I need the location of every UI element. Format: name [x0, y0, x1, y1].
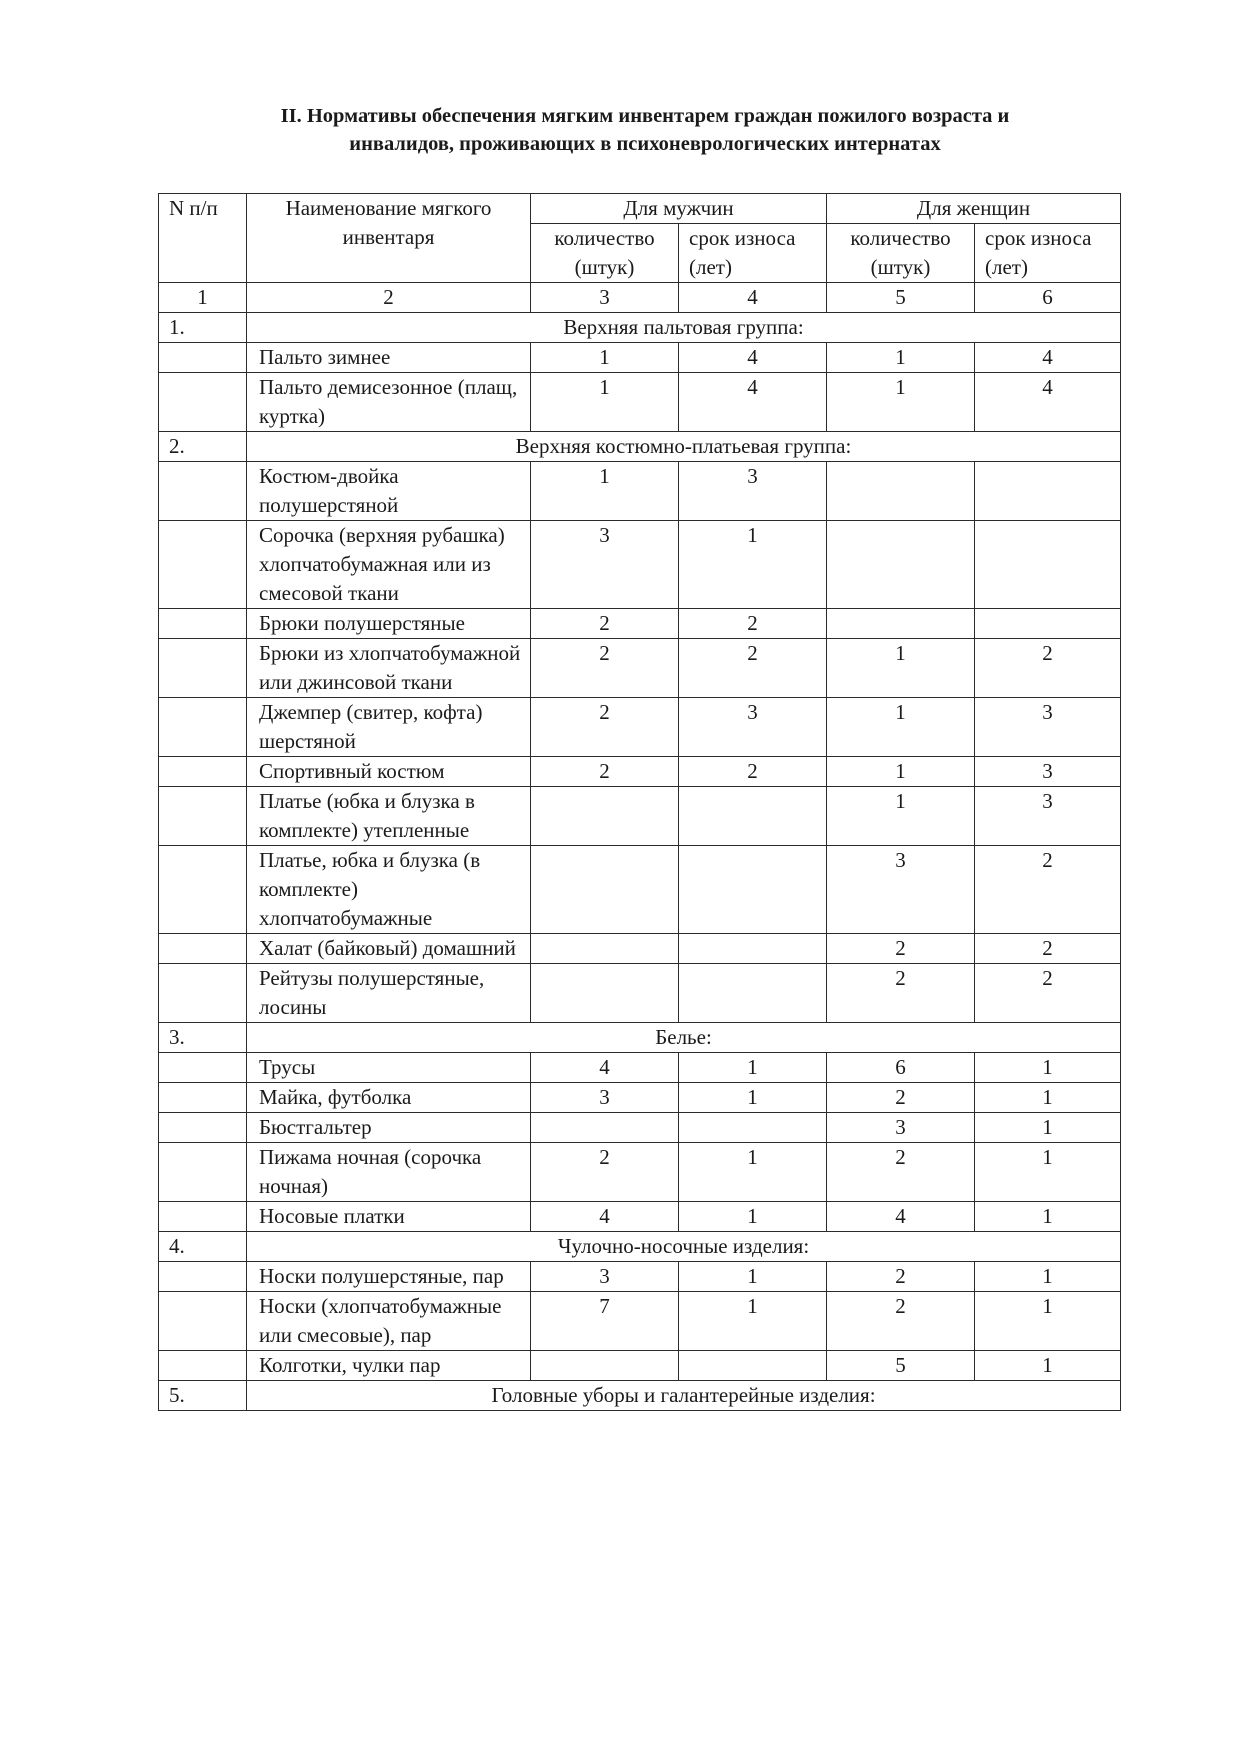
table-row	[159, 1083, 1121, 1113]
women-quantity: 1	[827, 698, 975, 757]
men-wear-period	[679, 1113, 827, 1143]
item-name: Бюстгальтер	[247, 1113, 531, 1143]
item-name: Костюм-двойка полушерстяной	[247, 462, 531, 521]
women-quantity: 1	[827, 787, 975, 846]
men-quantity: 3	[531, 1262, 679, 1292]
item-name: Носовые платки	[247, 1202, 531, 1232]
men-quantity	[531, 787, 679, 846]
number-cell	[159, 1113, 247, 1143]
item-name: Пижама ночная (сорочка ночная)	[247, 1143, 531, 1202]
men-quantity: 2	[531, 1143, 679, 1202]
men-wear-period	[679, 1351, 827, 1381]
table-row	[159, 1202, 1121, 1232]
number-cell	[159, 934, 247, 964]
table-row	[159, 343, 1121, 373]
women-wear-period: 3	[975, 787, 1121, 846]
women-wear-period: 2	[975, 639, 1121, 698]
table-row	[159, 521, 1121, 609]
table-body	[159, 313, 1121, 1411]
section-row	[159, 1023, 1121, 1053]
table-row	[159, 639, 1121, 698]
table-row	[159, 964, 1121, 1023]
men-wear-period: 1	[679, 521, 827, 609]
women-quantity: 3	[827, 846, 975, 934]
table-row	[159, 609, 1121, 639]
men-quantity: 2	[531, 609, 679, 639]
women-wear-period: 3	[975, 698, 1121, 757]
item-name: Колготки, чулки пар	[247, 1351, 531, 1381]
item-name: Халат (байковый) домашний	[247, 934, 531, 964]
item-name: Джемпер (свитер, кофта) шерстяной	[247, 698, 531, 757]
women-quantity: 2	[827, 964, 975, 1023]
item-name: Брюки полушерстяные	[247, 609, 531, 639]
women-quantity: 1	[827, 343, 975, 373]
table-row	[159, 698, 1121, 757]
section-title: Чулочно-носочные изделия:	[247, 1232, 1121, 1262]
women-wear-period: 1	[975, 1262, 1121, 1292]
men-quantity: 4	[531, 1053, 679, 1083]
header-name: Наименование мягкого инвентаря	[247, 194, 531, 283]
number-cell	[159, 698, 247, 757]
men-wear-period	[679, 964, 827, 1023]
header-women-qty: количество (штук)	[827, 224, 975, 283]
women-wear-period: 1	[975, 1143, 1121, 1202]
women-quantity: 2	[827, 1083, 975, 1113]
header-women: Для женщин	[827, 194, 1121, 224]
table-row	[159, 462, 1121, 521]
item-name: Сорочка (верхняя рубашка) хлопчатобумажная или из смесовой ткани	[247, 521, 531, 609]
item-name: Брюки из хлопчатобумажной или джинсовой ткани	[247, 639, 531, 698]
header-men-qty: количество (штук)	[531, 224, 679, 283]
number-cell	[159, 1351, 247, 1381]
women-quantity: 2	[827, 1292, 975, 1351]
number-cell	[159, 846, 247, 934]
number-cell	[159, 1262, 247, 1292]
item-name: Майка, футболка	[247, 1083, 531, 1113]
number-cell	[159, 343, 247, 373]
section-title: Белье:	[247, 1023, 1121, 1053]
men-quantity: 1	[531, 343, 679, 373]
column-number: 4	[679, 283, 827, 313]
number-cell	[159, 757, 247, 787]
men-quantity	[531, 964, 679, 1023]
women-wear-period: 1	[975, 1113, 1121, 1143]
table-row	[159, 1143, 1121, 1202]
men-quantity: 3	[531, 1083, 679, 1113]
table-row	[159, 1113, 1121, 1143]
men-quantity	[531, 1113, 679, 1143]
men-wear-period: 3	[679, 462, 827, 521]
men-wear-period: 1	[679, 1053, 827, 1083]
women-wear-period: 1	[975, 1351, 1121, 1381]
section-title: Головные уборы и галантерейные изделия:	[247, 1381, 1121, 1411]
header-row-1	[159, 194, 1121, 224]
header-women-wear: срок износа (лет)	[975, 224, 1121, 283]
section-row	[159, 432, 1121, 462]
women-quantity: 1	[827, 373, 975, 432]
number-cell	[159, 1083, 247, 1113]
table-header	[159, 194, 1121, 313]
column-number: 3	[531, 283, 679, 313]
header-men: Для мужчин	[531, 194, 827, 224]
section-row	[159, 1381, 1121, 1411]
men-quantity: 4	[531, 1202, 679, 1232]
women-quantity: 1	[827, 639, 975, 698]
women-quantity: 4	[827, 1202, 975, 1232]
men-wear-period: 3	[679, 698, 827, 757]
table-row	[159, 787, 1121, 846]
item-name: Спортивный костюм	[247, 757, 531, 787]
section-title: Верхняя костюмно-платьевая группа:	[247, 432, 1121, 462]
number-cell	[159, 1292, 247, 1351]
men-wear-period: 4	[679, 373, 827, 432]
number-cell	[159, 609, 247, 639]
women-wear-period: 1	[975, 1053, 1121, 1083]
item-name: Рейтузы полушерстяные, лосины	[247, 964, 531, 1023]
item-name: Платье, юбка и блузка (в комплекте) хлопчатобумажные	[247, 846, 531, 934]
column-number: 2	[247, 283, 531, 313]
men-quantity	[531, 846, 679, 934]
header-men-wear: срок износа (лет)	[679, 224, 827, 283]
column-number: 6	[975, 283, 1121, 313]
number-cell	[159, 639, 247, 698]
men-wear-period: 1	[679, 1143, 827, 1202]
men-wear-period: 2	[679, 757, 827, 787]
men-quantity: 2	[531, 757, 679, 787]
women-wear-period: 2	[975, 846, 1121, 934]
page-title-line-2: инвалидов, проживающих в психоневрологических интернатах	[349, 133, 941, 155]
women-quantity: 2	[827, 1262, 975, 1292]
women-wear-period	[975, 609, 1121, 639]
men-quantity	[531, 934, 679, 964]
women-wear-period: 4	[975, 343, 1121, 373]
header-number: N п/п	[159, 194, 247, 283]
women-quantity: 2	[827, 934, 975, 964]
item-name: Платье (юбка и блузка в комплекте) утепленные	[247, 787, 531, 846]
item-name: Трусы	[247, 1053, 531, 1083]
section-row	[159, 313, 1121, 343]
page-title-line-1: II. Нормативы обеспечения мягким инвентарем граждан пожилого возраста и	[280, 105, 1010, 127]
men-wear-period: 1	[679, 1292, 827, 1351]
women-wear-period	[975, 462, 1121, 521]
women-wear-period: 1	[975, 1202, 1121, 1232]
men-wear-period: 1	[679, 1202, 827, 1232]
item-name: Носки (хлопчатобумажные или смесовые), пар	[247, 1292, 531, 1351]
women-quantity: 3	[827, 1113, 975, 1143]
norms-table	[158, 193, 1121, 1411]
women-quantity	[827, 609, 975, 639]
women-quantity: 6	[827, 1053, 975, 1083]
table-row	[159, 846, 1121, 934]
table-row	[159, 1292, 1121, 1351]
number-cell	[159, 787, 247, 846]
column-number-row	[159, 283, 1121, 313]
women-quantity	[827, 521, 975, 609]
women-quantity: 2	[827, 1143, 975, 1202]
number-cell	[159, 521, 247, 609]
section-number: 2.	[159, 432, 247, 462]
table-row	[159, 1351, 1121, 1381]
column-number: 5	[827, 283, 975, 313]
women-wear-period: 3	[975, 757, 1121, 787]
women-wear-period: 4	[975, 373, 1121, 432]
number-cell	[159, 373, 247, 432]
table-row	[159, 1053, 1121, 1083]
men-wear-period: 4	[679, 343, 827, 373]
number-cell	[159, 1143, 247, 1202]
number-cell	[159, 1053, 247, 1083]
number-cell	[159, 1202, 247, 1232]
men-quantity: 7	[531, 1292, 679, 1351]
men-wear-period	[679, 787, 827, 846]
men-quantity: 3	[531, 521, 679, 609]
item-name: Пальто демисезонное (плащ, куртка)	[247, 373, 531, 432]
table-row	[159, 934, 1121, 964]
section-row	[159, 1232, 1121, 1262]
number-cell	[159, 964, 247, 1023]
men-wear-period	[679, 934, 827, 964]
women-wear-period: 2	[975, 934, 1121, 964]
women-quantity: 5	[827, 1351, 975, 1381]
men-wear-period: 2	[679, 639, 827, 698]
men-quantity: 1	[531, 462, 679, 521]
women-wear-period: 1	[975, 1083, 1121, 1113]
women-quantity: 1	[827, 757, 975, 787]
men-quantity	[531, 1351, 679, 1381]
women-wear-period	[975, 521, 1121, 609]
men-quantity: 2	[531, 639, 679, 698]
item-name: Носки полушерстяные, пар	[247, 1262, 531, 1292]
table-row	[159, 757, 1121, 787]
item-name: Пальто зимнее	[247, 343, 531, 373]
men-wear-period: 1	[679, 1262, 827, 1292]
page-title	[150, 102, 1140, 158]
men-wear-period: 2	[679, 609, 827, 639]
section-number: 1.	[159, 313, 247, 343]
men-quantity: 1	[531, 373, 679, 432]
section-number: 4.	[159, 1232, 247, 1262]
men-wear-period: 1	[679, 1083, 827, 1113]
table-row	[159, 1262, 1121, 1292]
men-quantity: 2	[531, 698, 679, 757]
number-cell	[159, 462, 247, 521]
men-wear-period	[679, 846, 827, 934]
section-number: 3.	[159, 1023, 247, 1053]
section-number: 5.	[159, 1381, 247, 1411]
table-row	[159, 373, 1121, 432]
column-number: 1	[159, 283, 247, 313]
women-wear-period: 2	[975, 964, 1121, 1023]
women-quantity	[827, 462, 975, 521]
women-wear-period: 1	[975, 1292, 1121, 1351]
section-title: Верхняя пальтовая группа:	[247, 313, 1121, 343]
